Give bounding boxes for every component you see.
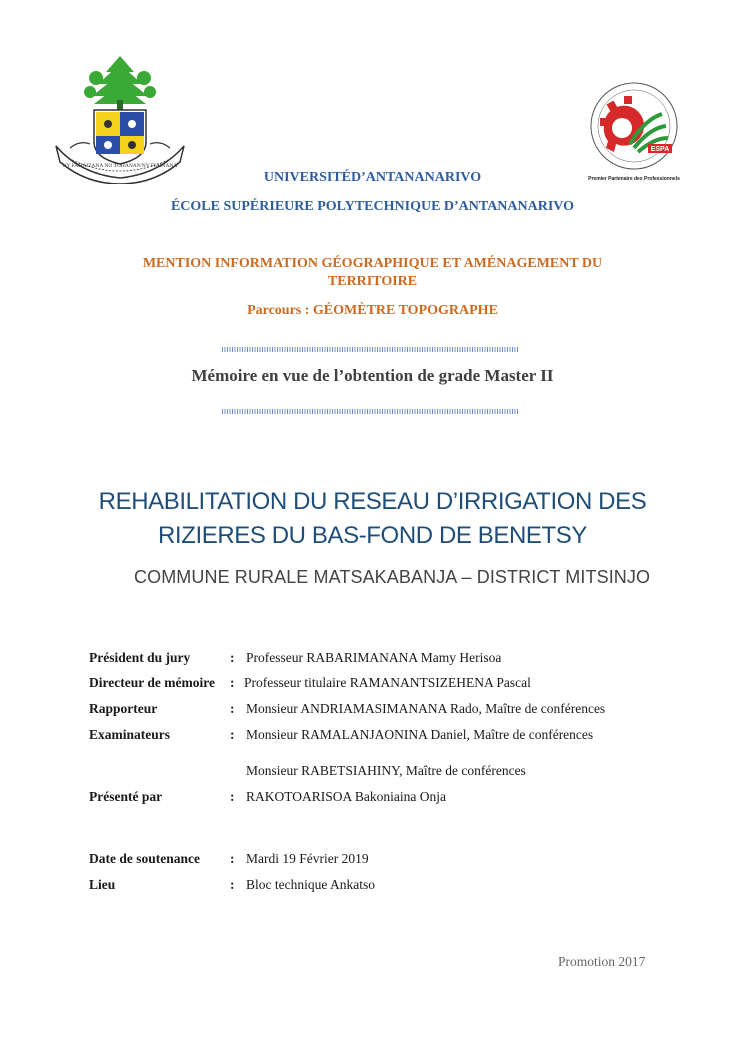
jury-value: Bloc technique Ankatso [246,877,375,892]
promotion: Promotion 2017 [558,954,646,969]
jury-value: Professeur RABARIMANANA Mamy Herisoa [246,650,502,665]
jury-colon: : [230,851,235,866]
jury-colon: : [230,701,235,716]
university-name: UNIVERSITÉD’ANTANANARIVO [263,170,482,185]
jury-label: Directeur de mémoire [89,675,215,690]
espa-tagline: Premier Partenaire des Professionnels [588,176,680,182]
thesis-title-line-1: REHABILITATION DU RESEAU D’IRRIGATION DES [98,488,647,515]
mention-line-1: MENTION INFORMATION GÉOGRAPHIQUE ET AMÉNAGEMENT DU [142,256,603,271]
decorative-divider-top [222,347,518,352]
jury-value: Monsieur RAMALANJAONINA Daniel, Maître de conférences [246,727,594,742]
jury-label: Examinateurs [89,727,170,742]
jury-value: Monsieur RABETSIAHINY, Maître de conférences [246,763,526,778]
shield-icon [94,110,146,164]
jury-value: Mardi 19 Février 2019 [246,851,369,866]
parcours: Parcours : GÉOMÈTRE TOPOGRAPHE [247,303,498,318]
jury-colon: : [230,675,235,690]
mention-line-2: TERRITOIRE [327,274,418,289]
jury-label: Président du jury [89,650,191,665]
school-name: ÉCOLE SUPÉRIEURE POLYTECHNIQUE D’ANTANANARIVO [170,199,575,214]
jury-value: Monsieur ANDRIAMASIMANANA Rado, Maître de conférences [246,701,606,716]
memoire-statement: Mémoire en vue de l’obtention de grade Master II [191,366,554,385]
jury-label: Date de soutenance [89,851,200,866]
tree-icon [84,56,156,104]
jury-colon: : [230,877,235,892]
decorative-divider-bottom [222,409,518,414]
jury-colon: : [230,650,235,665]
jury-label: Présenté par [89,789,163,804]
jury-colon: : [230,727,235,742]
espa-acronym: ESPA [650,146,670,153]
jury-value: RAKOTOARISOA Bakoniaina Onja [246,789,446,804]
jury-value: Professeur titulaire RAMANANTSIZEHENA Pascal [244,675,531,690]
university-seal-logo [50,52,190,184]
jury-colon: : [230,789,235,804]
jury-label: Lieu [89,877,116,892]
seal-motto-text: NY FAHAIZANA NO TOHANAN'NY FIAINANA [62,163,178,169]
jury-label: Rapporteur [89,701,158,716]
thesis-subtitle: COMMUNE RURALE MATSAKABANJA – DISTRICT MITSINJO [134,567,651,587]
thesis-title-line-2: RIZIERES DU BAS-FOND DE BENETSY [158,522,587,549]
